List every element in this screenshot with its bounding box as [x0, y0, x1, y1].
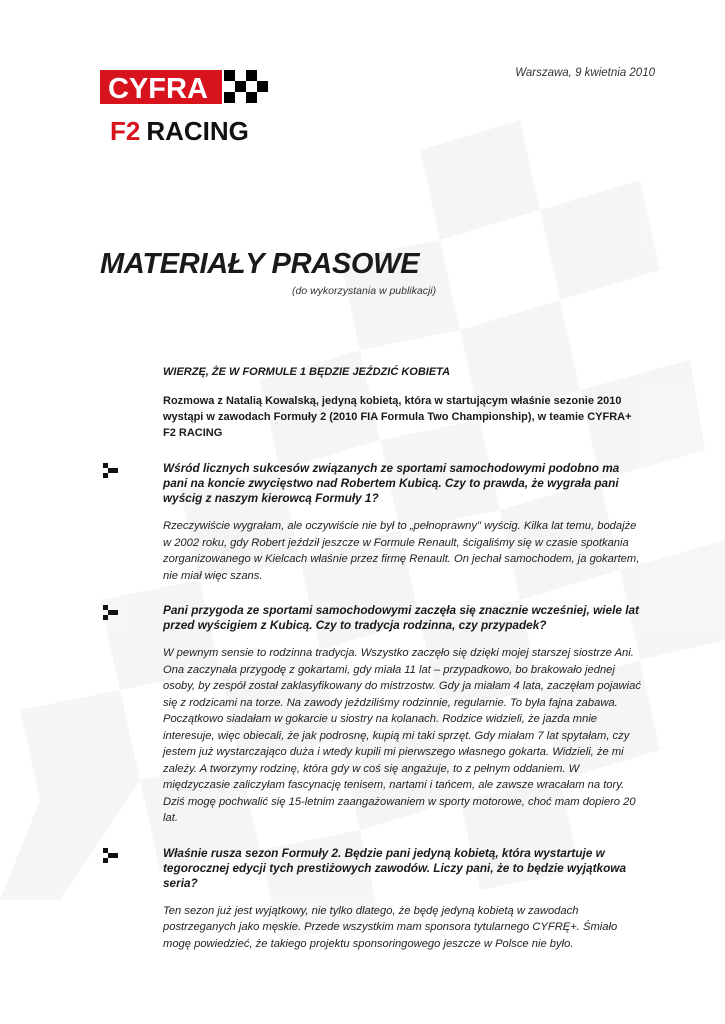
document-date: Warszawa, 9 kwietnia 2010: [515, 67, 655, 79]
page-title: MATERIAŁY PRASOWE: [100, 248, 420, 280]
qa-block-3: [163, 846, 641, 953]
article-intro: Rozmowa z Natalią Kowalską, jedyną kobietą, która w startującym właśnie sezonie 2010 wystąpi w zawodach Formuły 2 (2010 FIA Formula Two Championship), w teamie CYFRA+ F2 RACING: [163, 395, 632, 439]
answer-2: W pewnym sensie to rodzinna tradycja. Wszystko zaczęło się dzięki mojej starszej siostrze Ani. Ona zaczynała przygodę z gokartami, gdy miała 11 lat – przypadkowo, bo brakowało jednej osoby, by zespół został zaklasyfikowany do mistrzostw. Gdy ja miałam 4 lata, zaczęłam pojawiać się z rodzicami na torze. Na zawody jeździliśmy rodzinnie, regularnie. To była fajna zabawa. Początkowo siadałam w gokarcie u siostry na kolanach. Rodzice widzieli, że jazda mnie interesuje, więc obiecali, że jak podrosnę, kupią mi taki sprzęt. Gdy miałam 7 lat spytałam, czy jestem już wystarczająco duża i wtedy kupili mi pierwszego własnego gokarta. Widzieli, że mi zależy. A tworzymy rodzinę, która gdy w coś się angażuje, to z pełnym oddaniem. W międzyczasie zaliczyłam fascynację tenisem, nartami i tańcem, ale zawsze wracałam na tory. Dziś mogę pochwalić się 15-letnim zaangażowaniem w sporty motorowe, choć mam dopiero 20 lat.: [163, 647, 641, 824]
article-body: [163, 366, 641, 971]
question-1: Wśród licznych sukcesów związanych ze sportami samochodowymi podobno ma pani na koncie zwycięstwo nad Robertem Kubicą. Czy to prawda, że wygrała pani wyścig z naszym kierowcą Formuły 1?: [163, 461, 620, 505]
cyfra-f2-racing-logo: [100, 68, 270, 148]
logo-bottom-text: [110, 116, 249, 146]
logo-bottom-word: RACING: [146, 116, 249, 146]
answer-3: Ten sezon już jest wyjątkowy, nie tylko dlatego, że będę jedyną kobietą w zawodach postrzeganych jako męskie. Przede wszystkim mam sponsora tytularnego CYFRĘ+. Śmiało mogę powiedzieć, że takiego projektu sponsoringowego jeszcze w Polsce nie było.: [163, 904, 618, 950]
logo-top-word: CYFRA: [108, 73, 208, 105]
question-3: Właśnie rusza sezon Formuły 2. Będzie pani jedyną kobietą, która wystartuje w tegorocznej edycji tych prestiżowych zawodów. Liczy pani, że to będzie wyjątkowa seria?: [163, 845, 627, 890]
checker-bullet-icon: [103, 463, 119, 479]
page-subtitle: (do wykorzystania w publikacji): [292, 285, 437, 297]
qa-block-1: [163, 461, 641, 584]
qa-block-2: [163, 603, 641, 827]
checker-pattern-icon: [224, 70, 268, 103]
answer-1: Rzeczywiście wygrałam, ale oczywiście nie był to „pełnoprawny" wyścig. Kilka lat temu, bodajże w 2002 roku, gdy Robert jeździł jeszcze w Formule Renault, ścigaliśmy się w czasie spotkania zorganizowanego w Kielcach właśnie przez firmę Renault. On jechał samochodem, ja gokartem, nie miał więc szans.: [163, 520, 640, 582]
logo-graphic: [100, 68, 270, 148]
logo-bottom-prefix: F2: [110, 116, 141, 146]
question-2: Pani przygoda ze sportami samochodowymi zaczęła się znacznie wcześniej, wiele lat przed wyścigiem z Kubicą. Czy to tradycja rodzinna, czy przypadek?: [163, 603, 639, 632]
checker-bullet-icon: [103, 848, 119, 864]
checker-bullet-icon: [103, 605, 119, 621]
article-headline: WIERZĘ, ŻE W FORMULE 1 BĘDZIE JEŹDZIĆ KOBIETA: [163, 366, 451, 378]
